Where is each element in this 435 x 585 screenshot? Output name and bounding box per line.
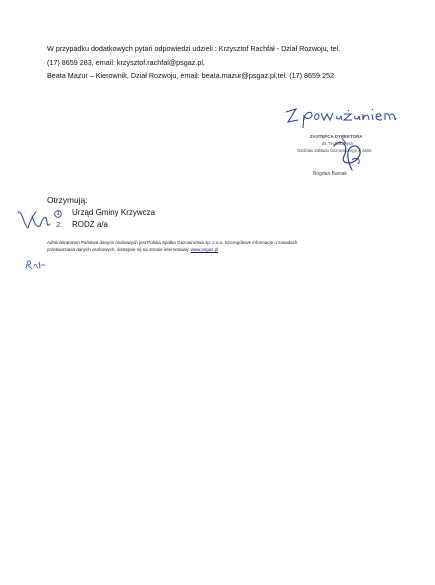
list-item	[55, 207, 155, 219]
data-protection-note	[47, 239, 399, 253]
contact-paragraph	[47, 42, 397, 83]
stamp-title: ZASTĘPCA DYREKTORA	[310, 134, 363, 139]
stamp-name: Bogdan Baniak	[313, 171, 347, 177]
signature-block	[282, 98, 422, 190]
recipient-number: 2.	[56, 220, 63, 229]
contact-line-3: Beata Mazur – Kierownik, Dział Rozwoju, email: beata.mazur@psgaz.pl,tel. (17) 8659 252	[47, 71, 334, 80]
handwritten-annotation	[25, 258, 47, 277]
recipient-name: RODZ a/a	[72, 220, 109, 229]
recipients-label: Otrzymują:	[47, 195, 88, 205]
data-protection-line-2	[47, 246, 399, 253]
recipient-list	[55, 207, 155, 231]
recipient-name: Urząd Gminy Krzywcza	[72, 208, 156, 217]
data-protection-line-2-text: przetwarzania danych osobowych, dostępne są na stronie internetowej:	[47, 247, 191, 253]
handwritten-initials	[16, 206, 56, 241]
stamp-subtitle: ds. Technicznych	[322, 141, 354, 146]
stamp-department: Oddziału Zakładu Gazowniczego w Jaśle	[297, 148, 372, 153]
website-link[interactable]: www.psgaz.pl	[190, 247, 219, 253]
contact-line-2: (17) 8659 283, email: krzysztof.rachfal@psgaz.pl,	[47, 57, 205, 67]
recipient-number: 1.	[56, 208, 63, 217]
list-item	[55, 219, 155, 231]
data-protection-line-1: Administratorem Państwa danych osobowych jest Polska Spółka Gazownictwa sp. z o.o. Szczegółowe informacje o zasadach	[47, 240, 298, 245]
contact-line-1: W przypadku dodatkowych pytań odpowiedzi udzieli : Krzysztof Rachfał - Dział Rozwoju, tel.	[47, 44, 341, 53]
